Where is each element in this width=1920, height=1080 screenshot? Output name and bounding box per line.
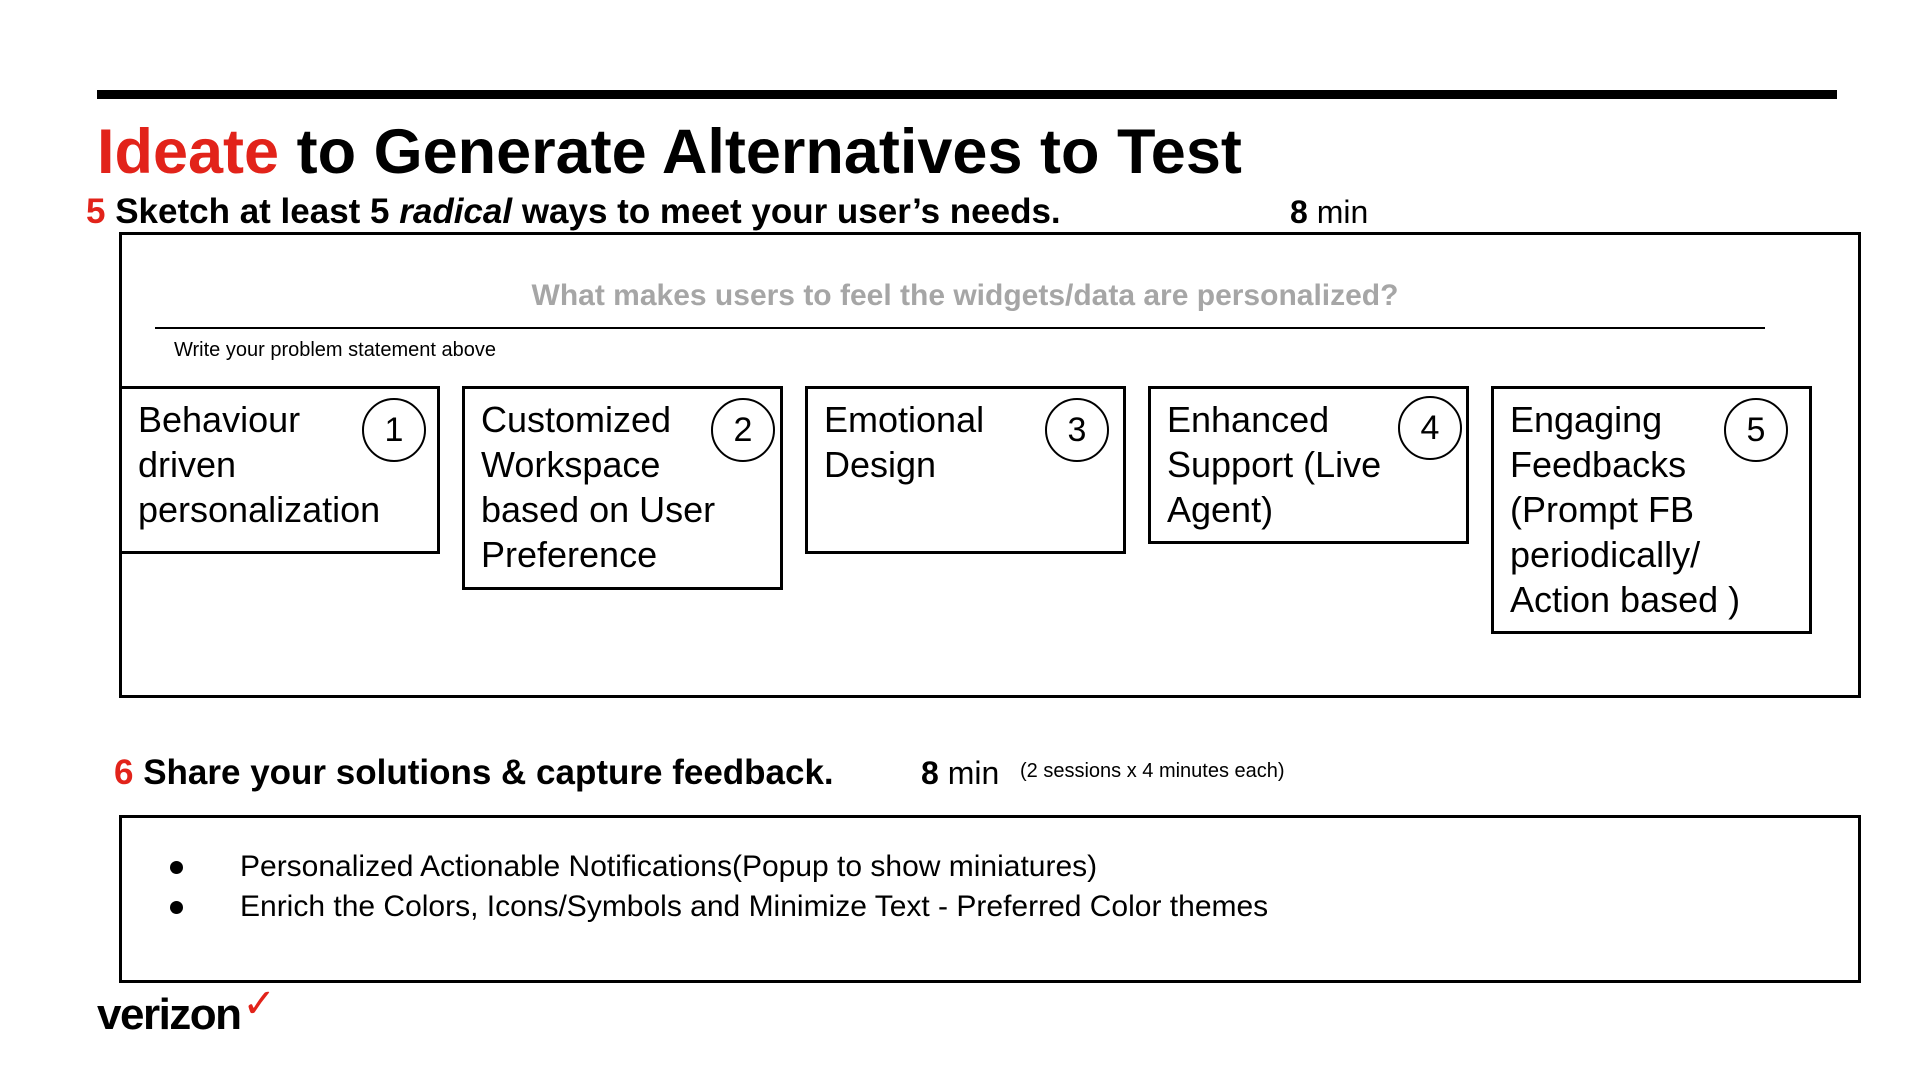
step-5-text-before: Sketch at least 5 <box>105 192 400 231</box>
idea-number-2: 2 <box>711 398 775 462</box>
step-5-text-em: radical <box>399 192 513 231</box>
step-6-heading <box>114 751 834 795</box>
verizon-logo <box>97 982 275 1041</box>
list-item <box>160 887 1268 927</box>
top-rule <box>97 90 1837 99</box>
feedback-text: Enrich the Colors, Icons/Symbols and Minimize Text - Preferred Color themes <box>240 890 1269 923</box>
bullet-icon <box>170 901 183 914</box>
idea-number-4: 4 <box>1398 396 1462 460</box>
feedback-text: Personalized Actionable Notifications(Popup to show miniatures) <box>240 850 1098 883</box>
step-6-text: Share your solutions & capture feedback. <box>133 753 834 792</box>
problem-underline <box>155 327 1765 329</box>
step-5-heading <box>86 190 1061 234</box>
step-6-note: (2 sessions x 4 minutes each) <box>1020 760 1285 782</box>
idea-label: Customized Workspace based on User Preference <box>481 399 716 575</box>
step-5-time-unit: min <box>1307 194 1369 230</box>
problem-hint: Write your problem statement above <box>174 339 497 361</box>
idea-number-3: 3 <box>1045 398 1109 462</box>
step-5-time-value: 8 <box>1290 194 1308 230</box>
step-6-time-value: 8 <box>921 755 939 791</box>
step-5-text-after: ways to meet your user’s needs. <box>512 192 1061 231</box>
checkmark-icon: ✓ <box>242 982 275 1026</box>
bullet-icon <box>170 861 183 874</box>
idea-label: Engaging Feedbacks (Prompt FB periodically/ Action based ) <box>1510 399 1741 620</box>
idea-number-1: 1 <box>362 398 426 462</box>
feedback-list <box>160 847 1268 927</box>
step-6-number: 6 <box>114 753 134 792</box>
title-highlight: Ideate <box>97 117 280 187</box>
problem-statement[interactable]: What makes users to feel the widgets/data are personalized? <box>531 279 1399 312</box>
page-title <box>97 112 1242 192</box>
idea-label: Behaviour driven personalization <box>138 399 381 530</box>
idea-label: Emotional Design <box>824 399 985 485</box>
idea-number-5: 5 <box>1724 398 1788 462</box>
brand-name: verizon <box>97 990 241 1039</box>
step-5-number: 5 <box>86 192 106 231</box>
title-rest: to Generate Alternatives to Test <box>279 117 1242 187</box>
step-5-time <box>1290 190 1368 234</box>
step-6-time-unit: min <box>938 755 1000 791</box>
list-item <box>160 847 1268 887</box>
step-6-time <box>921 751 999 795</box>
idea-label: Enhanced Support (Live Agent) <box>1167 399 1382 530</box>
